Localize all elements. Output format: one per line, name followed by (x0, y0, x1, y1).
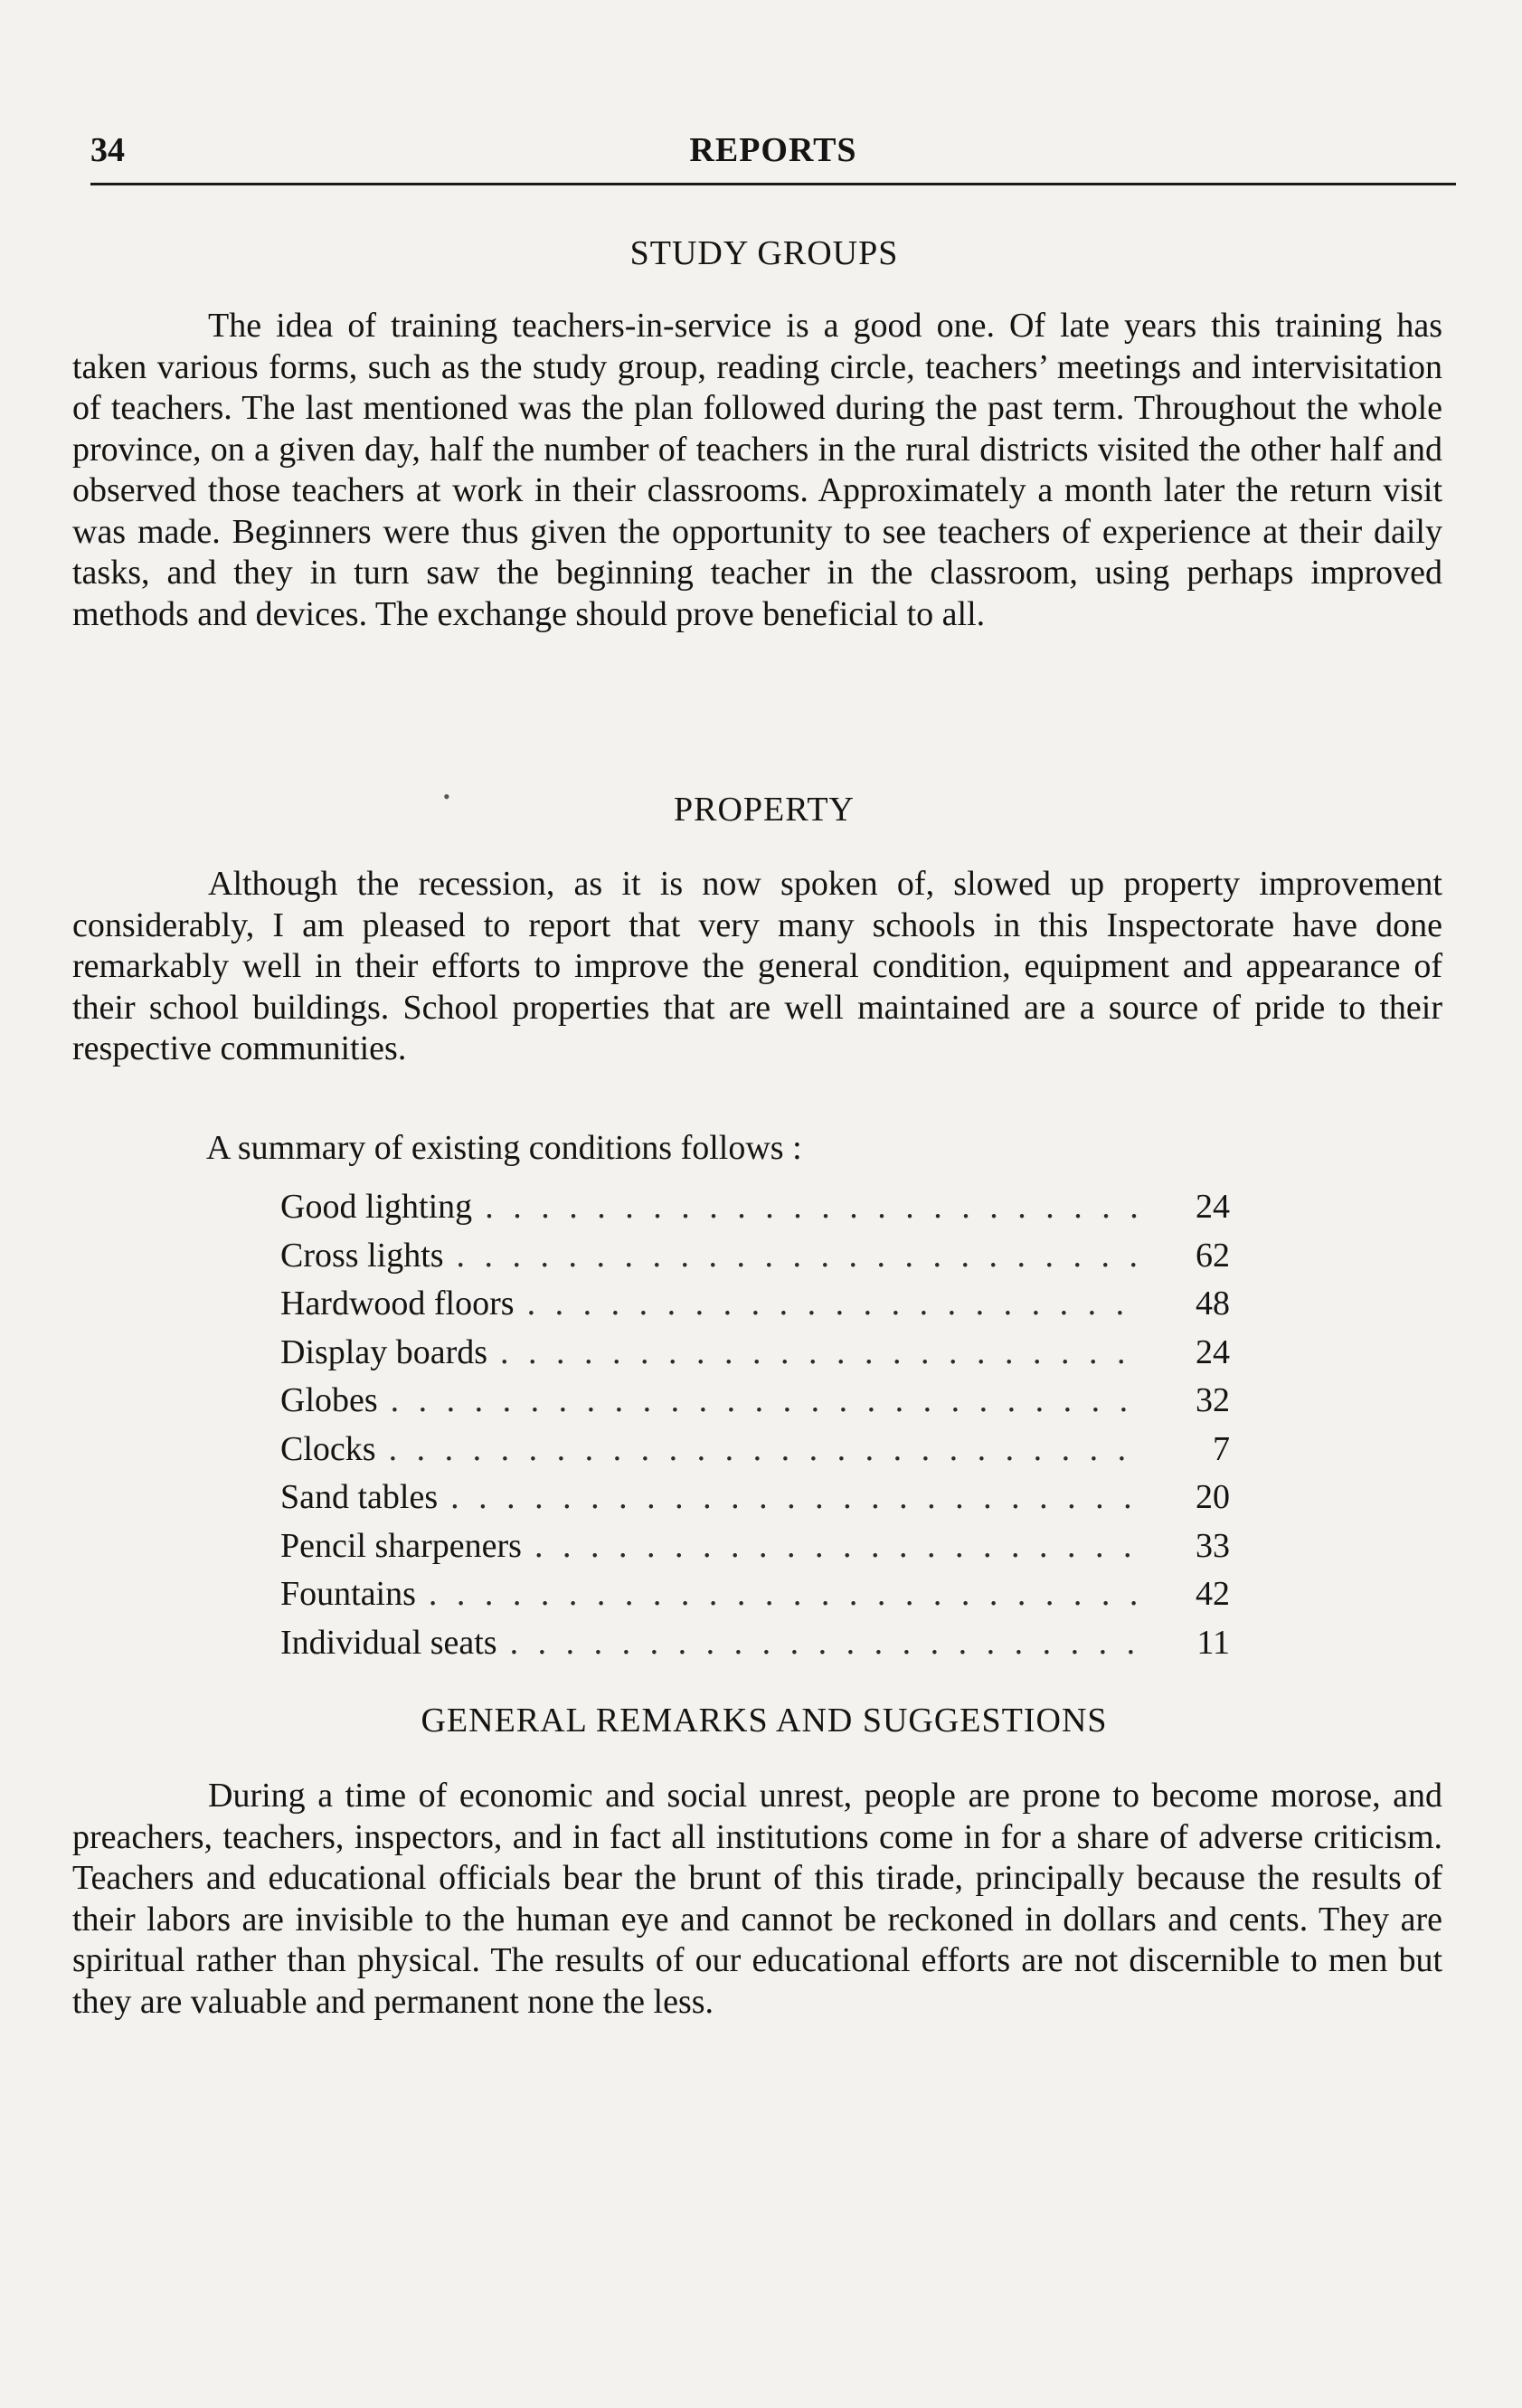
summary-item-label: Good lighting (280, 1188, 473, 1226)
summary-item-label: Cross lights (280, 1236, 444, 1275)
general-remarks-paragraph: During a time of economic and social unrest, people are prone to become morose, and preachers, teachers, inspectors, and in fact all institutions come in for a share of adverse criticism. Teachers and educational officials bear the brunt of this tirade, principally because the results of their labors are invisible to the human eye and cannot be reckoned in dollars and cents. They are spiritual rather than physical. The results of our educational efforts are not discernible to men but they are valuable and permanent none the less. (72, 1777, 1442, 2021)
summary-item (280, 1526, 1230, 1575)
summary-item-count: 62 (1196, 1236, 1230, 1275)
summary-item-count: 11 (1196, 1623, 1230, 1662)
summary-item-label: Sand tables (280, 1478, 439, 1516)
summary-item-count: 24 (1196, 1332, 1230, 1371)
property-heading: PROPERTY (674, 791, 855, 829)
dot-leader (485, 1187, 1144, 1227)
page-number: 34 (90, 131, 125, 169)
summary-item (280, 1332, 1230, 1381)
summary-item (280, 1236, 1230, 1285)
summary-item-count: 7 (1213, 1429, 1230, 1468)
dot-leader (500, 1332, 1144, 1372)
property-paragraph: Although the recession, as it is now spoken of, slowed up property improvement considerably, I am pleased to report that very many schools in this Inspectorate have done remarkably well in their efforts to improve the general condition, equipment and appearance of their school buildings. School properties that are well maintained are a source of pride to their respective communities. (72, 865, 1442, 1067)
summary-item (280, 1380, 1230, 1429)
summary-item (280, 1623, 1230, 1672)
summary-intro: A summary of existing conditions follows : (206, 1129, 802, 1167)
summary-item (280, 1574, 1230, 1623)
summary-item-label: Display boards (280, 1332, 488, 1371)
dot-leader (450, 1477, 1144, 1517)
conditions-summary-list (280, 1187, 1230, 1671)
study-groups-paragraph: The idea of training teachers-in-service is a good one. Of late years this training has taken various forms, such as the study group, reading circle, teachers’ meetings and intervisitation of teachers. The last mentioned was the plan followed during the past term. Throughout the whole province, on a given day, half the number of teachers in the rural districts visited the other half and observed those teachers at work in their classrooms. Approximately a month later the return visit was made. Beginners were thus given the opportunity to see teachers of experience at their daily tasks, and they in turn saw the beginning teacher in the classroom, using perhaps improved methods and devices. The exchange should prove beneficial to all. (72, 307, 1442, 633)
dot-leader (534, 1526, 1144, 1566)
dot-leader (429, 1574, 1144, 1614)
dot-leader (391, 1380, 1144, 1420)
dot-leader (389, 1429, 1144, 1469)
summary-item (280, 1477, 1230, 1526)
dot-leader (527, 1284, 1144, 1323)
running-title: REPORTS (689, 131, 857, 169)
summary-item-label: Hardwood floors (280, 1285, 515, 1323)
summary-item-count: 48 (1196, 1285, 1230, 1323)
dot-leader (510, 1623, 1144, 1663)
summary-item-label: Individual seats (280, 1623, 497, 1662)
summary-item-label: Pencil sharpeners (280, 1526, 522, 1565)
summary-item-count: 24 (1196, 1188, 1230, 1226)
summary-item-count: 20 (1196, 1478, 1230, 1516)
print-speck: • (443, 785, 450, 808)
summary-item-label: Globes (280, 1381, 378, 1419)
summary-item-label: Clocks (280, 1429, 376, 1468)
summary-item (280, 1429, 1230, 1478)
general-remarks-heading: GENERAL REMARKS AND SUGGESTIONS (421, 1702, 1108, 1740)
study-groups-heading: STUDY GROUPS (629, 234, 899, 272)
summary-item-count: 32 (1196, 1381, 1230, 1419)
running-head (90, 127, 1456, 185)
dot-leader (457, 1236, 1144, 1275)
summary-item-label: Fountains (280, 1575, 416, 1613)
summary-item (280, 1284, 1230, 1332)
summary-item-count: 42 (1196, 1575, 1230, 1613)
summary-item-count: 33 (1196, 1526, 1230, 1565)
summary-item (280, 1187, 1230, 1236)
